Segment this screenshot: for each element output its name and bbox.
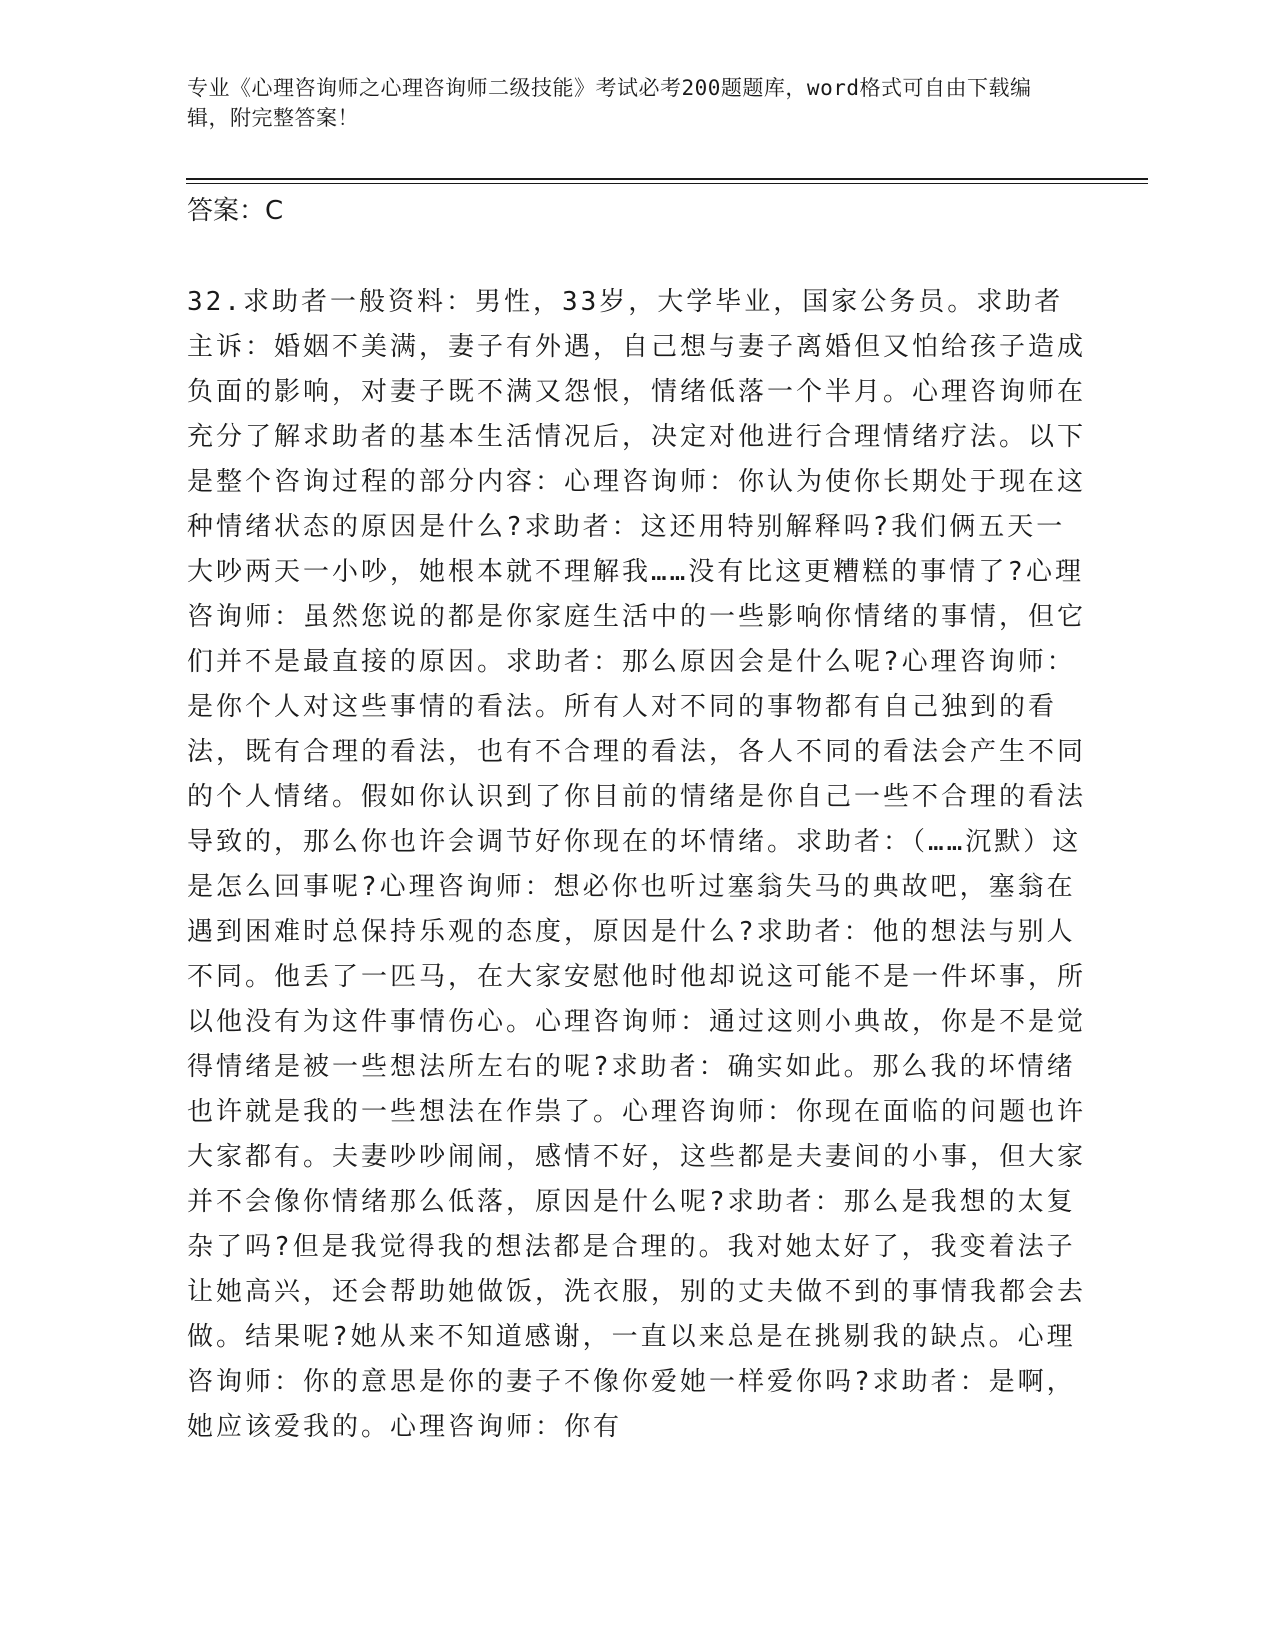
question-paragraph: 32.求助者一般资料：男性，33岁，大学毕业，国家公务员。求助者主诉：婚姻不美满，妻子有外遇，自己想与妻子离婚但又怕给孩子造成负面的影响，对妻子既不满又怨恨，情绪低落一个半月。心理咨询师在充分了解求助者的基本生活情况后，决定对他进行合理情绪疗法。以下是整个咨询过程的部分内容：心理咨询师：你认为使你长期处于现在这种情绪状态的原因是什么?求助者：这还用特别解释吗?我们俩五天一大吵两天一小吵，她根本就不理解我……没有比这更糟糕的事情了?心理咨询师：虽然您说的都是你家庭生活中的一些影响你情绪的事情，但它们并不是最直接的原因。求助者：那么原因会是什么呢?心理咨询师：是你个人对这些事情的看法。所有人对不同的事物都有自己独到的看法，既有合理的看法，也有不合理的看法，各人不同的看法会产生不同的个人情绪。假如你认识到了你目前的情绪是你自己一些不合理的看法导致的，那么你也许会调节好你现在的坏情绪。求助者：（……沉默）这是怎么回事呢?心理咨询师：想必你也听过塞翁失马的典故吧，塞翁在遇到困难时总保持乐观的态度，原因是什么?求助者：他的想法与别人不同。他丢了一匹马，在大家安慰他时他却说这可能不是一件坏事，所以他没有为这件事情伤心。心理咨询师：通过这则小典故，你是不是觉得情绪是被一些想法所左右的呢?求助者：确实如此。那么我的坏情绪也许就是我的一些想法在作祟了。心理咨询师：你现在面临的问题也许大家都有。夫妻吵吵闹闹，感情不好，这些都是夫妻间的小事，但大家并不会像你情绪那么低落，原因是什么呢?求助者：那么是我想的太复杂了吗?但是我觉得我的想法都是合理的。我对她太好了，我变着法子让她高兴，还会帮助她做饭，洗衣服，别的丈夫做不到的事情我都会去做。结果呢?她从来不知道感谢，一直以来总是在挑剔我的缺点。心理咨询师：你的意思是你的妻子不像你爱她一样爱你吗?求助者：是啊，她应该爱我的。心理咨询师：你有 [187,287,1087,1442]
header-divider-thin [186,183,1148,184]
header-divider-thick [186,178,1148,180]
answer-line: 答案：C [187,196,284,226]
page-header: 专业《心理咨询师之心理咨询师二级技能》考试必考200题题库，word格式可自由下载编辑，附完整答案！ [187,76,1032,130]
